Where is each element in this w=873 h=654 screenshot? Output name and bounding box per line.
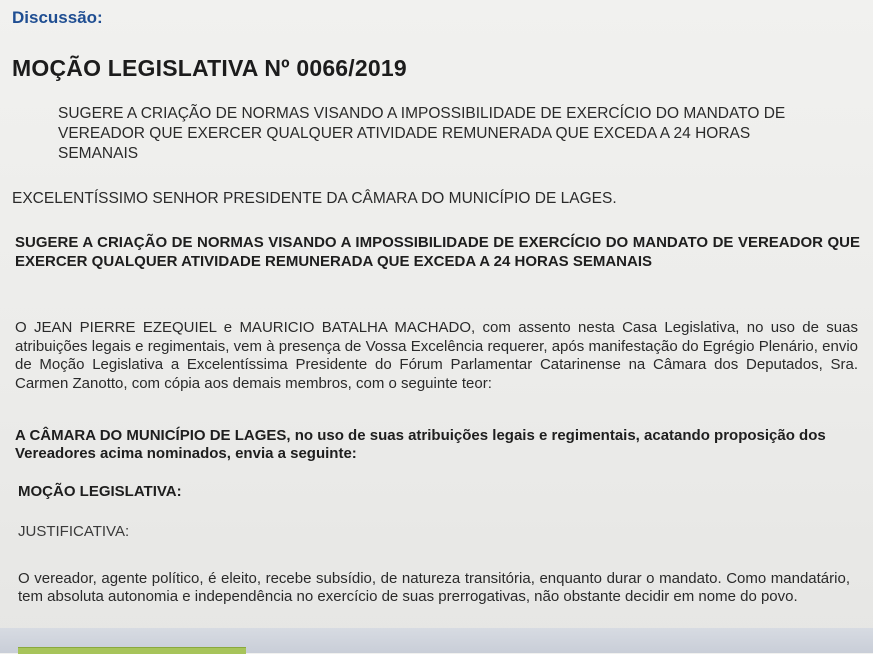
resolution-paragraph: A CÂMARA DO MUNICÍPIO DE LAGES, no uso de suas atribuições legais e regimentais, acatando proposição dos Vereadores acima nominados, envia a seguinte: [15,427,826,462]
document-summary: SUGERE A CRIAÇÃO DE NORMAS VISANDO A IMPOSSIBILIDADE DE EXERCÍCIO DO MANDATO DE VEREADOR QUE EXERCER QUALQUER ATIVIDADE REMUNERADA QUE EXCEDA A 24 HORAS SEMANAIS [58,105,786,162]
summary-bold: SUGERE A CRIAÇÃO DE NORMAS VISANDO A IMPOSSIBILIDADE DE EXERCÍCIO DO MANDATO DE VEREADOR QUE EXERCER QUALQUER ATIVIDADE REMUNERADA QUE EXCEDA A 24 HORAS SEMANAIS [15,234,860,270]
section-label: Discussão: [12,8,103,27]
motion-label: MOÇÃO LEGISLATIVA: [18,483,182,500]
addressee-line: EXCELENTÍSSIMO SENHOR PRESIDENTE DA CÂMARA DO MUNICÍPIO DE LAGES. [12,190,617,207]
document-title: MOÇÃO LEGISLATIVA Nº 0066/2019 [12,55,407,81]
body-paragraph: O JEAN PIERRE EZEQUIEL e MAURICIO BATALHA MACHADO, com assento nesta Casa Legislativa, no uso de suas atribuições legais e regimentais, vem à presença de Vossa Excelência requerer, após manifestação do Egrégio Plenário, envio de Moção Legislativa a Excelentíssima Presidente do Fórum Parlamentar Catarinense na Câmara dos Deputados, Sra. Carmen Zanotto, com cópia aos demais membros, com o seguinte teor: [15,319,858,392]
justification-paragraph: O vereador, agente político, é eleito, recebe subsídio, de natureza transitória, enquanto durar o mandato. Como mandatário, tem absoluta autonomia e independência no exercício de suas prerrogativas, não obstante decidir em nome do povo. [18,570,850,605]
justification-label: JUSTIFICATIVA: [18,523,130,540]
